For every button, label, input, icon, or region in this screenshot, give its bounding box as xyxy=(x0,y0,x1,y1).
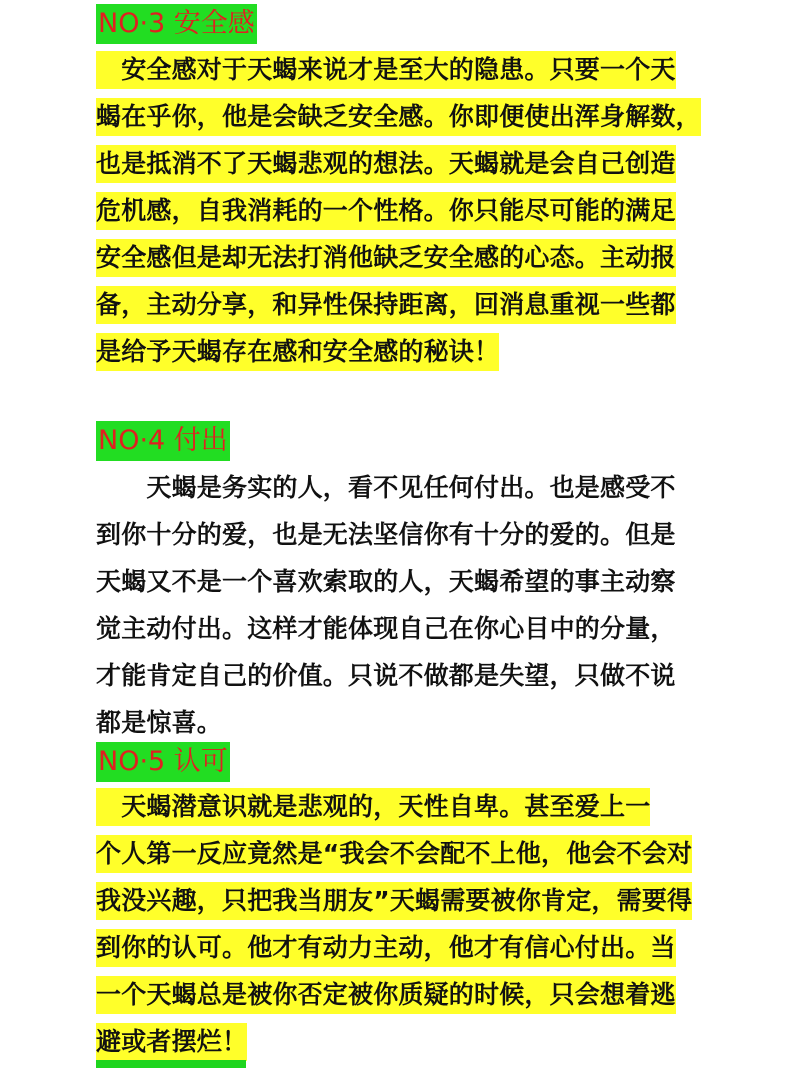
section-heading-no5: NO·5 认可 xyxy=(96,742,230,782)
paragraph-line: 天蝎又不是一个喜欢索取的人，天蝎希望的事主动察 xyxy=(96,567,676,596)
paragraph-line: 危机感，自我消耗的一个性格。你只能尽可能的满足 xyxy=(96,192,676,230)
paragraph-line: 个人第一反应竟然是“我会不会配不上他，他会不会对 xyxy=(96,835,692,873)
paragraph-line: 到你的认可。他才有动力主动，他才有信心付出。当 xyxy=(96,929,676,967)
paragraph-line: 避或者摆烂！ xyxy=(96,1023,247,1061)
paragraph-line: 天蝎是务实的人，看不见任何付出。也是感受不 xyxy=(96,473,676,502)
section-heading-no3: NO·3 安全感 xyxy=(96,4,257,44)
paragraph-line: 天蝎潜意识就是悲观的，天性自卑。甚至爱上一 xyxy=(96,788,650,826)
paragraph-line: 觉主动付出。这样才能体现自己在你心目中的分量， xyxy=(96,614,676,643)
paragraph-line: 才能肯定自己的价值。只说不做都是失望，只做不说 xyxy=(96,661,676,690)
paragraph-line: 我没兴趣，只把我当朋友”天蝎需要被你肯定，需要得 xyxy=(96,882,692,920)
paragraph-line: 都是惊喜。 xyxy=(96,708,223,737)
paragraph-line: 蝎在乎你，他是会缺乏安全感。你即便使出浑身解数， xyxy=(96,98,701,136)
paragraph-line: 一个天蝎总是被你否定被你质疑的时候，只会想着逃 xyxy=(96,976,676,1014)
paragraph-line: 备，主动分享，和异性保持距离，回消息重视一些都 xyxy=(96,286,676,324)
paragraph-line: 是给予天蝎存在感和安全感的秘诀！ xyxy=(96,333,499,371)
paragraph-line: 也是抵消不了天蝎悲观的想法。天蝎就是会自己创造 xyxy=(96,145,676,183)
paragraph-line: 安全感但是却无法打消他缺乏安全感的心态。主动报 xyxy=(96,239,676,277)
section-heading-no4: NO·4 付出 xyxy=(96,421,230,461)
paragraph-line: 到你十分的爱，也是无法坚信你有十分的爱的。但是 xyxy=(96,520,676,549)
paragraph-line: 安全感对于天蝎来说才是至大的隐患。只要一个天 xyxy=(96,51,676,89)
